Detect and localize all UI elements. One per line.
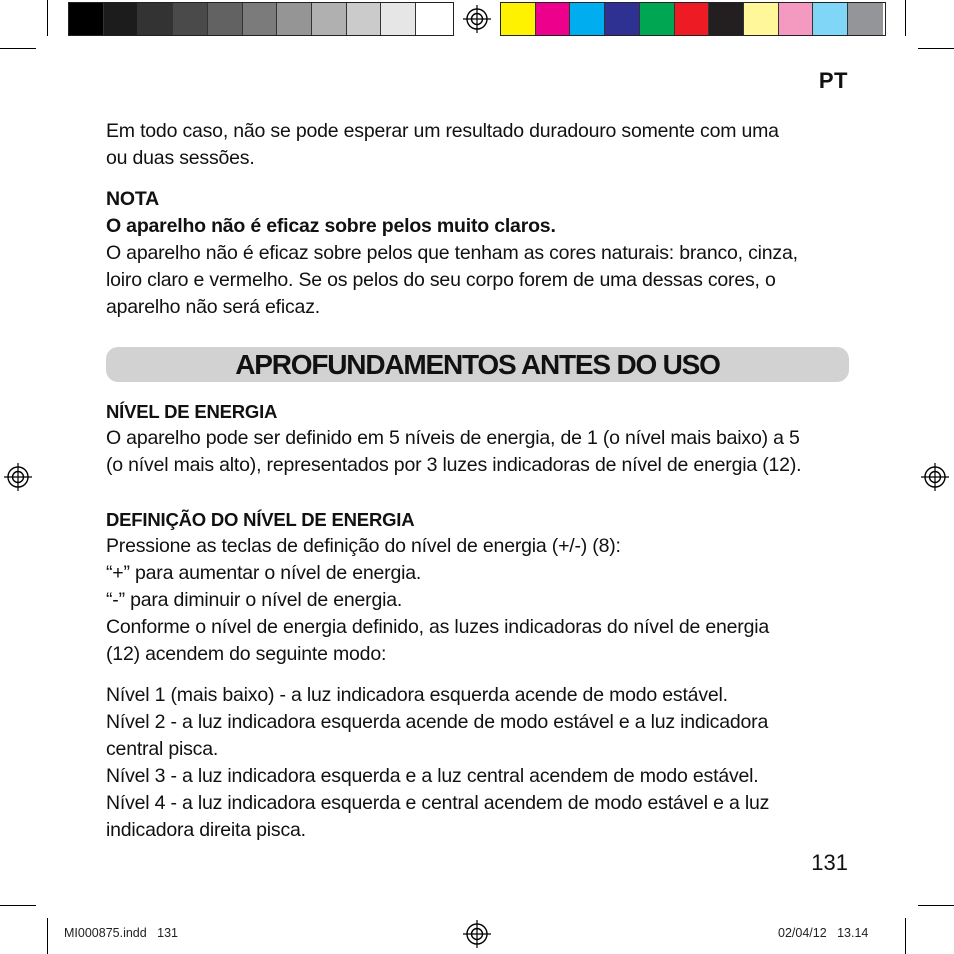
color-swatch [675,3,710,35]
text-line: Pressione as teclas de definição do nível de energia (+/-) (8): [106,535,621,557]
crop-mark [905,918,906,954]
energy-setting-block [106,506,850,668]
text-line: indicadora direita pisca. [106,819,306,841]
color-swatch [69,3,104,35]
text-line: ou duas sessões. [106,147,255,169]
note-heading: NOTA [106,188,159,210]
footer-date-time: 02/04/12 13.14 [778,926,869,940]
color-swatch [848,3,883,35]
color-swatch [138,3,173,35]
text-line: O aparelho pode ser definido em 5 níveis de energia, de 1 (o nível mais baixo) a 5 [106,427,800,449]
crop-mark [0,905,36,906]
color-swatch [416,3,451,35]
text-line: “+” para aumentar o nível de energia. [106,562,422,584]
registration-mark-icon [462,919,492,949]
color-swatch [813,3,848,35]
color-swatch [709,3,744,35]
process-color-bar [500,2,886,36]
section-title: APROFUNDAMENTOS ANTES DO USO [235,349,720,380]
intro-paragraph [106,118,850,172]
color-swatch [381,3,416,35]
crop-mark [47,0,48,36]
text-line: Nível 1 (mais baixo) - a luz indicadora esquerda acende de modo estável. [106,684,728,706]
crop-mark [918,48,954,49]
note-subheading: O aparelho não é eficaz sobre pelos muito claros. [106,215,556,237]
color-swatch [312,3,347,35]
color-swatch [744,3,779,35]
levels-block [106,682,850,844]
text-line: Em todo caso, não se pode esperar um resultado duradouro somente com uma [106,120,779,142]
language-code: PT [818,68,848,93]
text-line: central pisca. [106,738,219,760]
registration-mark-icon [3,462,33,492]
color-swatch [243,3,278,35]
color-swatch [173,3,208,35]
footer-file-name: MI000875.indd 131 [64,926,178,940]
registration-mark-icon [462,4,492,34]
color-swatch [779,3,814,35]
color-swatch [104,3,139,35]
text-line: Conforme o nível de energia definido, as luzes indicadoras do nível de energia [106,616,769,638]
color-swatch [605,3,640,35]
text-line: (12) acendem do seguinte modo: [106,643,387,665]
text-line: O aparelho não é eficaz sobre pelos que tenham as cores naturais: branco, cinza, [106,242,798,264]
color-swatch [570,3,605,35]
text-line: Nível 2 - a luz indicadora esquerda acende de modo estável e a luz indicadora [106,711,769,733]
section-title-bar [106,347,849,382]
crop-mark [918,905,954,906]
registration-mark-icon [920,462,950,492]
energy-level-block [106,398,850,479]
energy-level-heading: NÍVEL DE ENERGIA [106,401,278,422]
page-number: 131 [811,850,848,875]
grayscale-color-bar [68,2,454,36]
color-swatch [501,3,536,35]
text-line: loiro claro e vermelho. Se os pelos do seu corpo forem de uma dessas cores, o [106,269,776,291]
crop-mark [905,0,906,36]
text-line: (o nível mais alto), representados por 3 luzes indicadoras de nível de energia (12). [106,454,802,476]
crop-mark [0,48,36,49]
color-swatch [208,3,243,35]
text-line: Nível 3 - a luz indicadora esquerda e a luz central acendem de modo estável. [106,765,759,787]
energy-setting-heading: DEFINIÇÃO DO NÍVEL DE ENERGIA [106,509,415,530]
crop-mark [47,918,48,954]
color-swatch [640,3,675,35]
text-line: aparelho não será eficaz. [106,296,320,318]
color-swatch [347,3,382,35]
color-swatch [536,3,571,35]
text-line: “-” para diminuir o nível de energia. [106,589,403,611]
color-swatch [277,3,312,35]
text-line: Nível 4 - a luz indicadora esquerda e central acendem de modo estável e a luz [106,792,770,814]
note-block [106,186,850,321]
